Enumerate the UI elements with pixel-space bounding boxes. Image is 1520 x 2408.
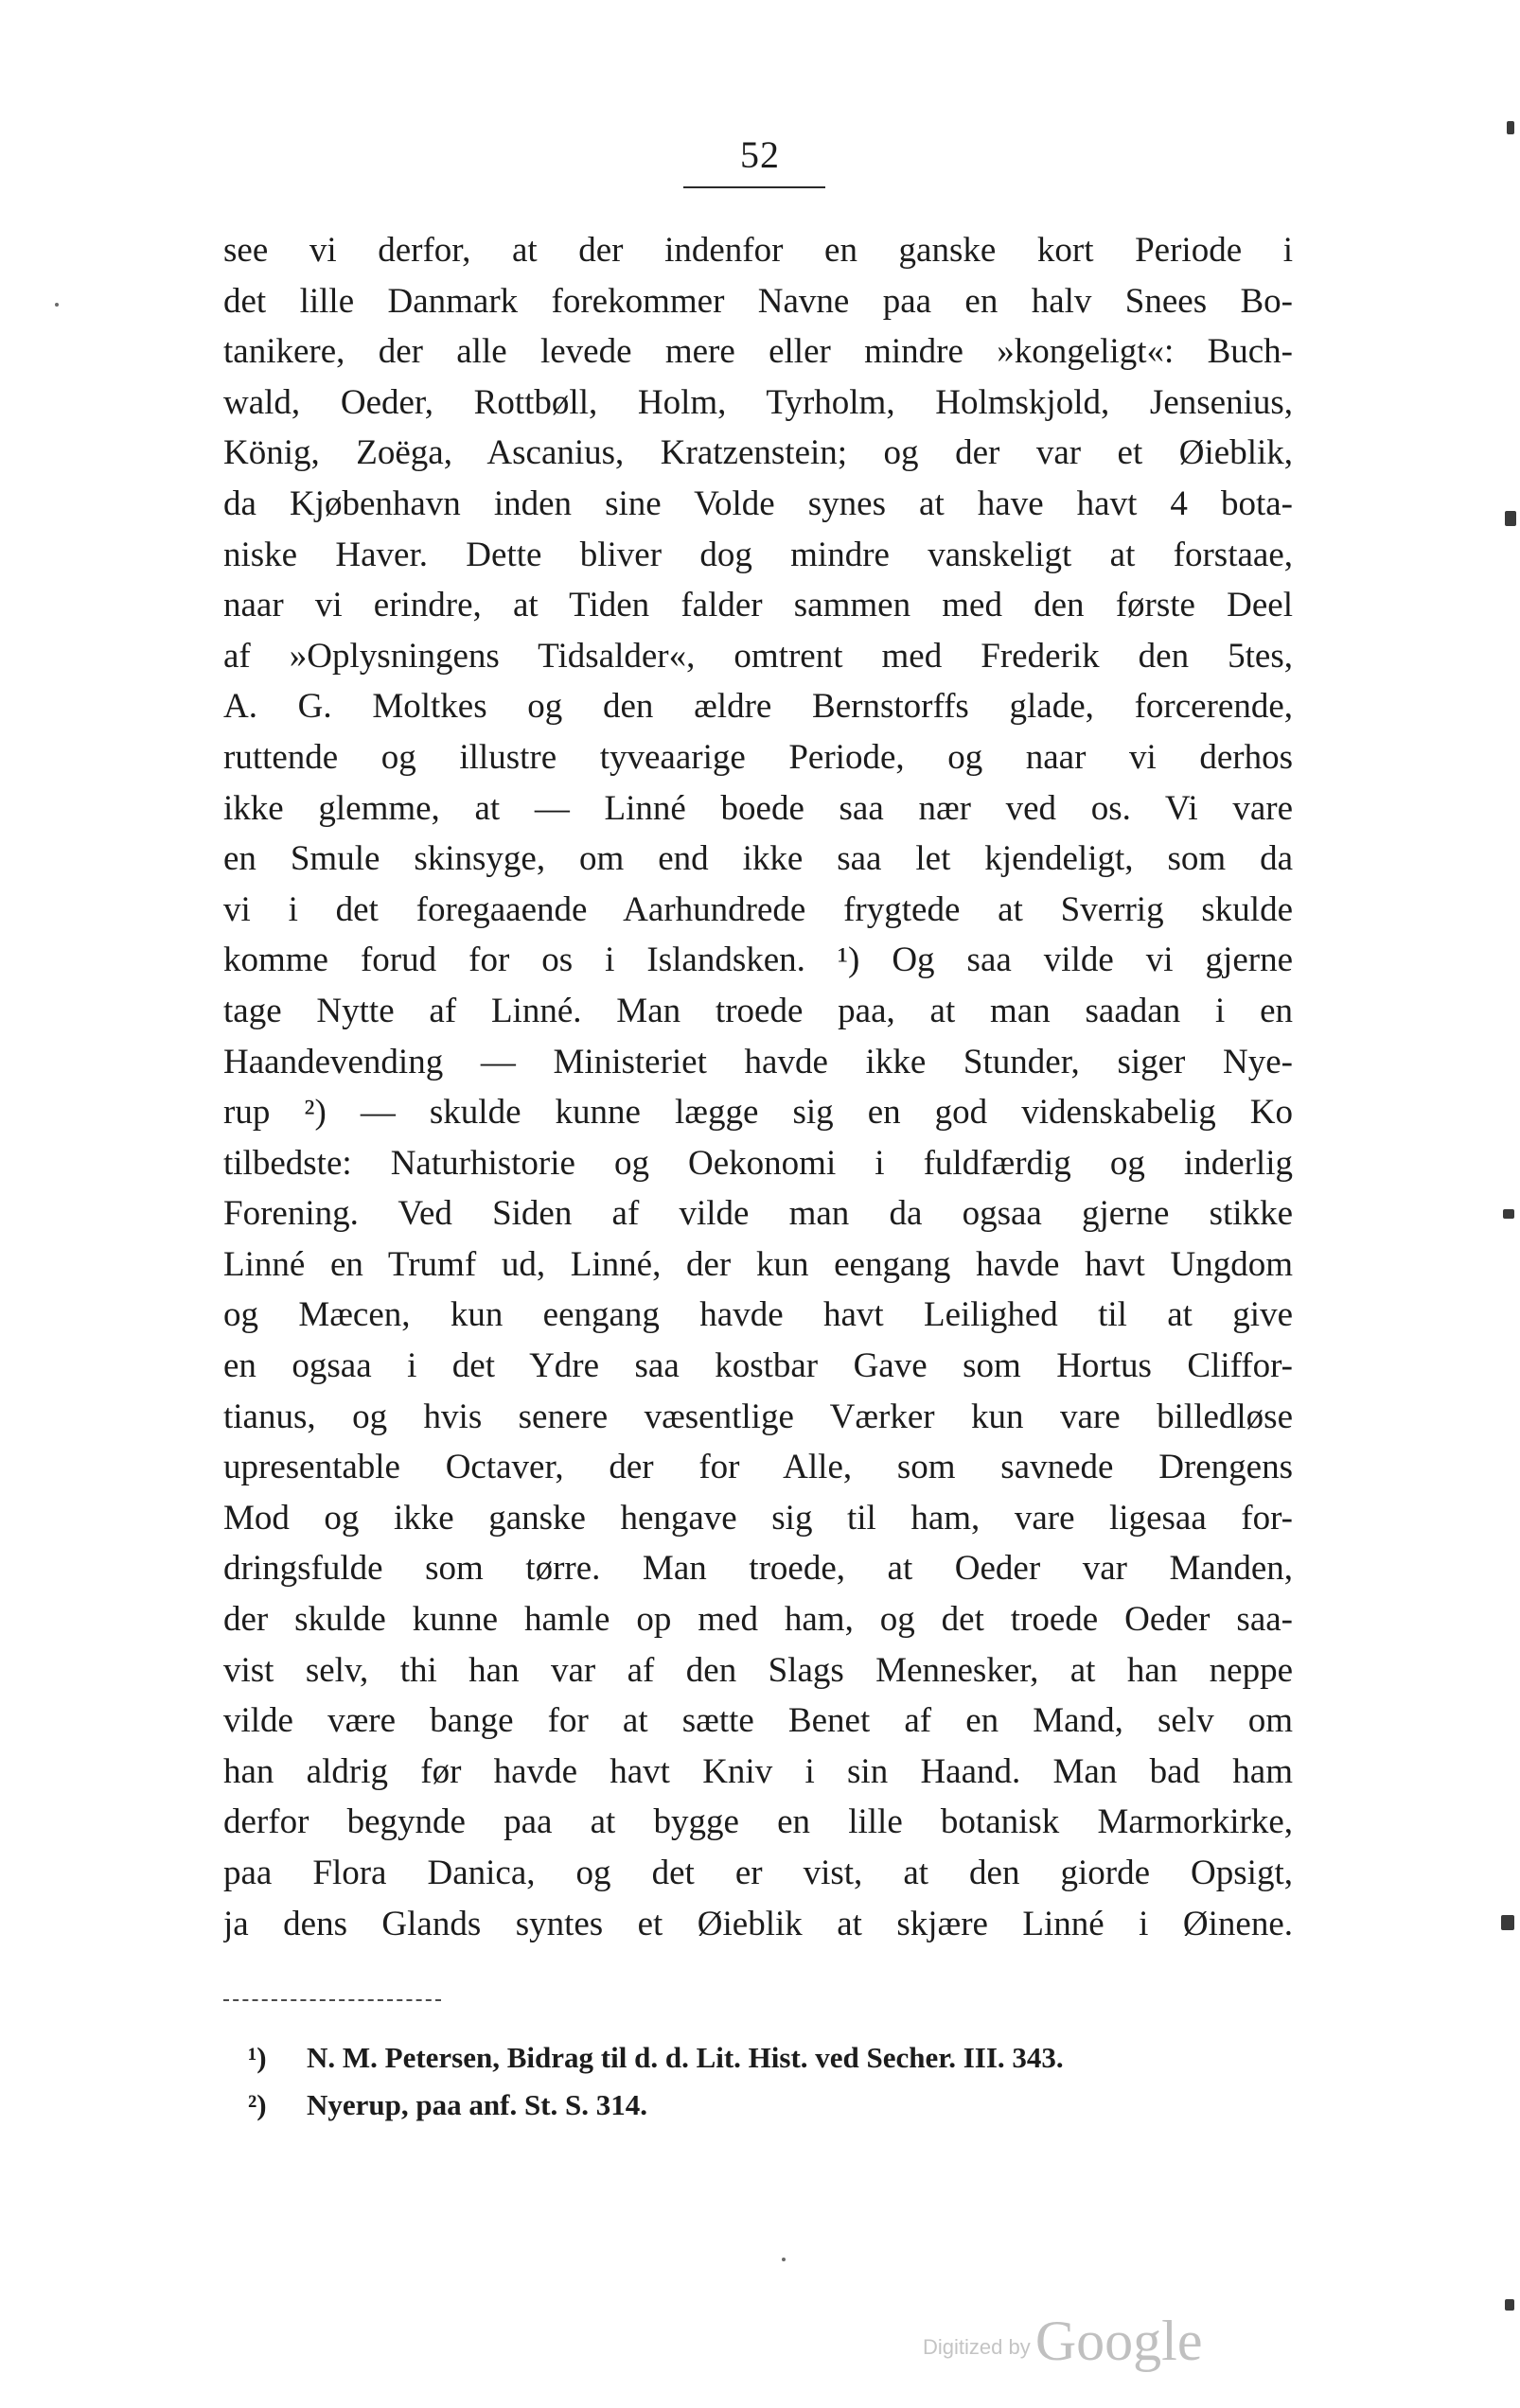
text-line: niske Haver. Dette bliver dog mindre vanskeligt at forstaae,	[223, 535, 1293, 574]
text-line: tilbedste: Naturhistorie og Oekonomi i fuldfærdig og inderlig	[223, 1143, 1293, 1183]
text-line: rup ²) — skulde kunne lægge sig en god videnskabelig Ko	[223, 1093, 1293, 1133]
watermark-brand: Google	[1034, 2310, 1203, 2372]
text-line: see vi derfor, at der indenfor en ganske kort Periode i	[223, 231, 1293, 270]
text-line: vilde være bange for at sætte Benet af en Mand, selv om	[223, 1701, 1293, 1741]
text-line: Haandevending — Ministeriet havde ikke Stunder, siger Nye-	[223, 1042, 1293, 1081]
footnote-mark: ¹)	[248, 2041, 267, 2074]
text-line: Mod og ikke ganske hengave sig til ham, vare ligesaa for-	[223, 1498, 1293, 1538]
text-line: ruttende og illustre tyveaarige Periode, og naar vi derhos	[223, 737, 1293, 777]
footnote-text: Nyerup, paa anf. St. S. 314.	[307, 2088, 647, 2121]
text-line: Forening. Ved Siden af vilde man da ogsaa gjerne stikke	[223, 1194, 1293, 1234]
watermark-prefix: Digitized by	[923, 2335, 1031, 2359]
text-line: Linné en Trumf ud, Linné, der kun eengang havde havt Ungdom	[223, 1244, 1293, 1284]
text-line: han aldrig før havde havt Kniv i sin Haand. Man bad ham	[223, 1751, 1293, 1791]
text-line: det lille Danmark forekommer Navne paa en halv Snees Bo-	[223, 281, 1293, 321]
text-line: komme forud for os i Islandsken. ¹) Og saa vilde vi gjerne	[223, 940, 1293, 980]
text-line: vi i det foregaaende Aarhundrede frygtede at Sverrig skulde	[223, 889, 1293, 929]
text-line: König, Zoëga, Ascanius, Kratzenstein; og der var et Øieblik,	[223, 433, 1293, 473]
text-line: tage Nytte af Linné. Man troede paa, at man saadan i en	[223, 991, 1293, 1030]
footnotes	[248, 2034, 1299, 2129]
text-line: upresentable Octaver, der for Alle, som savnede Drengens	[223, 1448, 1293, 1487]
text-line: tianus, og hvis senere væsentlige Værker kun vare billedløse	[223, 1397, 1293, 1436]
text-line: ikke glemme, at — Linné boede saa nær ved os. Vi vare	[223, 788, 1293, 828]
footnote	[248, 2034, 1299, 2082]
text-line: tanikere, der alle levede mere eller mindre »kongeligt«: Buch-	[223, 332, 1293, 372]
scan-speck	[782, 2258, 786, 2261]
text-line: en ogsaa i det Ydre saa kostbar Gave som Hortus Cliffor-	[223, 1346, 1293, 1386]
text-line: wald, Oeder, Rottbøll, Holm, Tyrholm, Holmskjold, Jensenius,	[223, 382, 1293, 422]
scan-edge-mark	[1501, 1915, 1514, 1930]
page-number: 52	[740, 133, 780, 176]
scan-edge-mark	[1503, 1209, 1514, 1219]
footnote-text: N. M. Petersen, Bidrag til d. d. Lit. Hist. ved Secher. III. 343.	[307, 2041, 1064, 2074]
digitized-watermark	[923, 2309, 1202, 2374]
text-line: af »Oplysningens Tidsalder«, omtrent med Frederik den 5tes,	[223, 636, 1293, 676]
footnote-mark: ²)	[248, 2088, 267, 2121]
footnote	[248, 2082, 1299, 2129]
scan-edge-mark	[1507, 121, 1514, 134]
text-line: der skulde kunne hamle op med ham, og det troede Oeder saa-	[223, 1600, 1293, 1640]
footnote-separator	[223, 1999, 441, 2001]
text-line: en Smule skinsyge, om end ikke saa let kjendeligt, som da	[223, 839, 1293, 879]
text-line: naar vi erindre, at Tiden falder sammen med den første Deel	[223, 586, 1293, 625]
text-line: og Mæcen, kun eengang havde havt Leilighed til at give	[223, 1295, 1293, 1335]
text-line: dringsfulde som tørre. Man troede, at Oeder var Manden,	[223, 1549, 1293, 1589]
scan-speck	[55, 303, 59, 307]
text-line: ja dens Glands syntes et Øieblik at skjære Linné i Øinene.	[223, 1904, 1293, 1943]
page-number-rule	[683, 186, 825, 188]
text-line: paa Flora Danica, og det er vist, at den giorde Opsigt,	[223, 1854, 1293, 1892]
text-line: A. G. Moltkes og den ældre Bernstorffs glade, forcerende,	[223, 687, 1293, 727]
body-text	[223, 225, 1293, 1949]
scan-edge-mark	[1505, 2299, 1514, 2311]
text-line: derfor begynde paa at bygge en lille botanisk Marmorkirke,	[223, 1802, 1293, 1842]
text-line: da Kjøbenhavn inden sine Volde synes at have havt 4 bota-	[223, 483, 1293, 523]
scan-edge-mark	[1505, 511, 1516, 526]
text-line: vist selv, thi han var af den Slags Mennesker, at han neppe	[223, 1650, 1293, 1690]
